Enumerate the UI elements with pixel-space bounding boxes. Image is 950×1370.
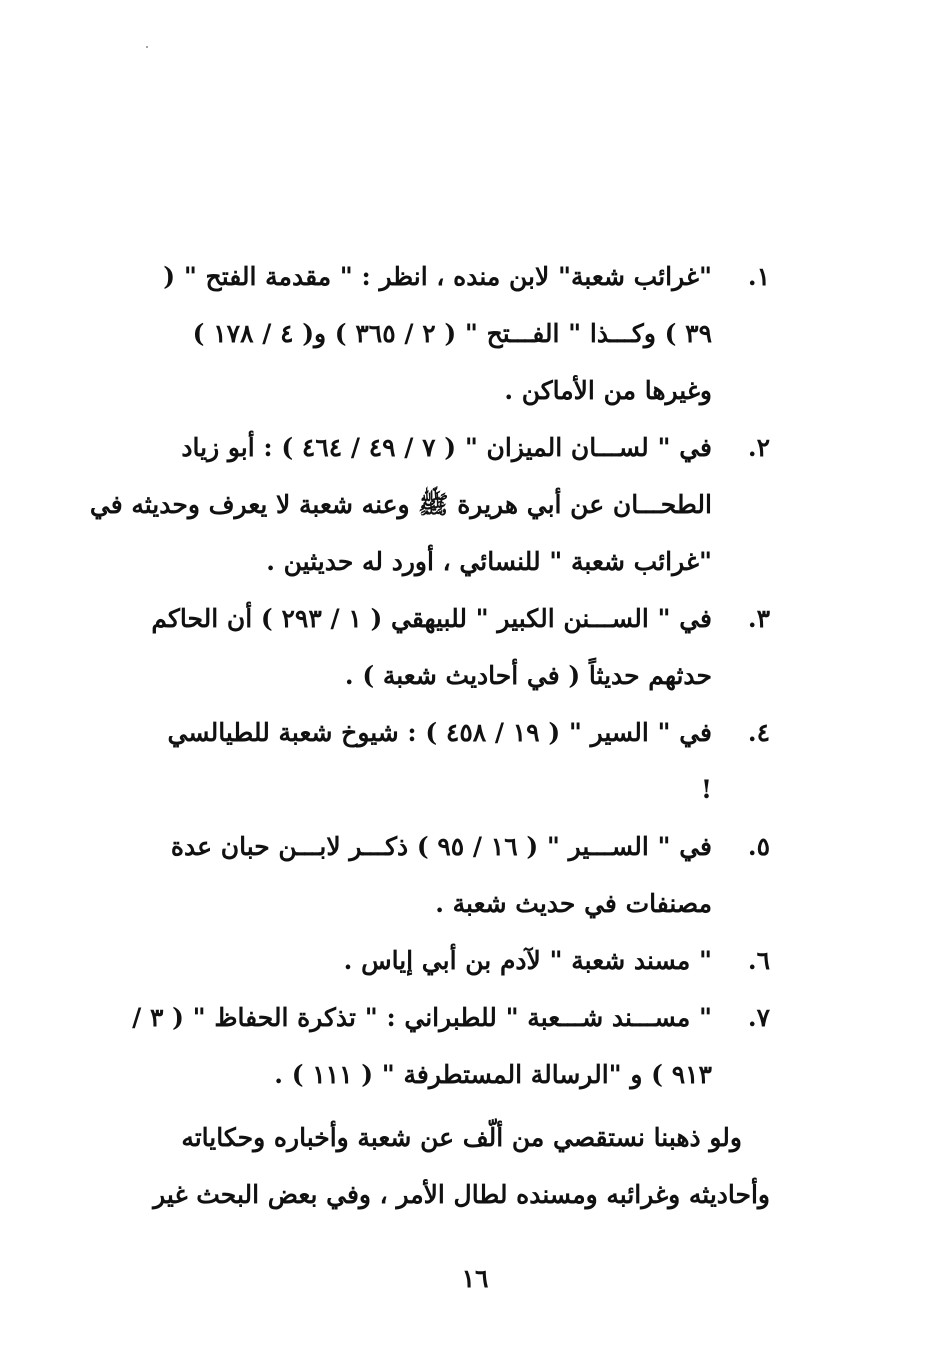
item-line: حدثهم حديثاً ( في أحاديث شعبة ) .: [344, 661, 712, 690]
page-number: ١٦: [461, 1264, 489, 1293]
list-item: [112, 818, 770, 932]
item-line: مصنفات في حديث شعبة .: [435, 889, 712, 918]
item-line: " مســـند شـــعبة " للطبراني : " تذكرة الحفاظ " ( ٣ /: [132, 1003, 712, 1032]
item-line: الطحـــان عن أبي هريرة ﷺ وعنه شعبة لا يعرف وحديثه في: [89, 490, 712, 519]
item-line: في " الســـير " ( ١٦ / ٩٥ ) ذكـــر لابـــن حبان عدة: [170, 832, 712, 861]
item-line: !: [701, 775, 712, 804]
item-line: ٩١٣ ) و "الرسالة المستطرفة " ( ١١١ ) .: [274, 1060, 712, 1089]
item-number: ٤.: [747, 718, 770, 747]
item-line: "غرائب شعبة" لابن منده ، انظر : " مقدمة الفتح " (: [163, 262, 712, 291]
item-number: ٥.: [747, 832, 770, 861]
item-line: في " السير " ( ١٩ / ٤٥٨ ) : شيوخ شعبة للطيالسي: [167, 718, 712, 747]
list-item: [112, 932, 770, 989]
list-item: [112, 989, 770, 1103]
item-number: ٦.: [747, 946, 770, 975]
item-line: ٣٩ ) وكـــذا " الفـــتح " ( ٢ / ٣٦٥ ) و( ٤ / ١٧٨ ): [192, 319, 712, 348]
footnote-list: [89, 248, 770, 1223]
item-line: " مسند شعبة " لآدم بن أبي إياس .: [343, 946, 712, 975]
closing-paragraph: [112, 1109, 770, 1223]
list-item: [112, 590, 770, 704]
scan-speck: [146, 46, 148, 48]
item-number: ٧.: [747, 1003, 770, 1032]
item-number: ٢.: [747, 433, 770, 462]
item-line: في " لســـان الميزان " ( ٧ / ٤٩ / ٤٦٤ ) : أبو زياد: [181, 433, 712, 462]
item-number: ١.: [747, 262, 770, 291]
item-line: وغيرها من الأماكن .: [504, 376, 712, 405]
item-line: "غرائب شعبة " للنسائي ، أورد له حديثين .: [266, 547, 712, 576]
list-item: [112, 248, 770, 419]
list-item: [112, 704, 770, 818]
item-number: ٣.: [747, 604, 770, 633]
list-item: [89, 419, 770, 590]
item-line: في " الســـنن الكبير " للبيهقي ( ١ / ٢٩٣ ) أن الحاكم: [151, 604, 712, 633]
paragraph-line: ولو ذهبنا نستقصي من ألّف عن شعبة وأخباره وحكاياته: [181, 1123, 742, 1152]
paragraph-line: وأحاديثه وغرائبه ومسنده لطال الأمر ، وفي بعض البحث غير: [153, 1180, 770, 1209]
